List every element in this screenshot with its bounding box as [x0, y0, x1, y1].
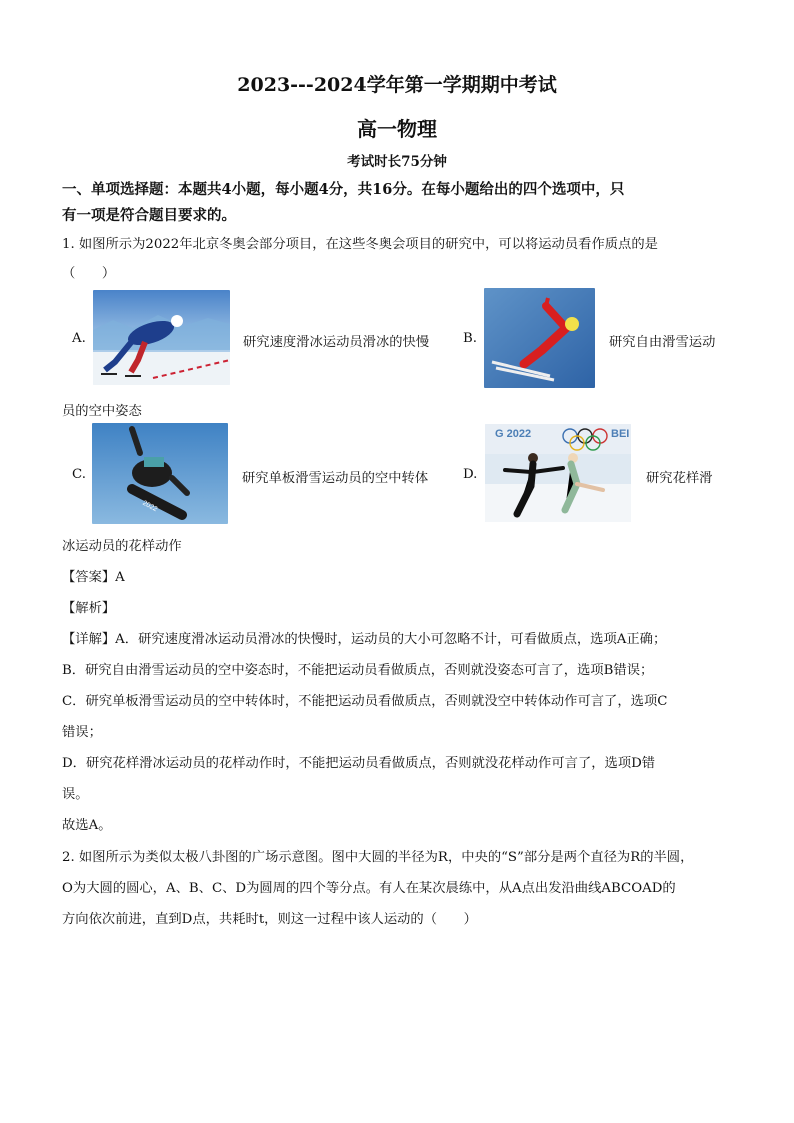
skating-banner-text: G 2022 — [495, 428, 532, 440]
q1-stem-line1: 1. 如图所示为2022年北京冬奥会部分项目，在这些冬奥会项目的研究中，可以将运动员看作质点的是 — [62, 237, 658, 252]
q1-detail-line: C．研究单板滑雪运动员的空中转体时，不能把运动员看做质点，否则就没空中转体动作可言了，选项C — [62, 694, 668, 709]
section-heading-line1: 一、单项选择题：本题共4小题，每小题4分，共16分。在每小题给出的四个选项中，只 — [62, 181, 625, 198]
exam-title: 2023---2024学年第一学期期中考试 — [237, 74, 557, 96]
snowboard-photo — [92, 423, 228, 524]
q1-detail-line: D．研究花样滑冰运动员的花样动作时，不能把运动员看做质点，否则就没花样动作可言了，选项D错 — [62, 756, 656, 771]
figure-skating-photo — [485, 424, 631, 522]
exam-duration: 考试时长75分钟 — [347, 154, 447, 170]
option-c-text: 研究单板滑雪运动员的空中转体 — [242, 471, 429, 486]
option-a-text: 研究速度滑冰运动员滑冰的快慢 — [243, 335, 430, 350]
option-d-text-cont: 冰运动员的花样动作 — [62, 539, 182, 554]
option-d-label: D. — [463, 467, 478, 482]
q1-analysis-label: 【解析】 — [62, 601, 116, 616]
option-a-label: A. — [72, 331, 86, 346]
snowboard-text: 2022 — [141, 499, 159, 514]
option-b-text-cont: 员的空中姿态 — [62, 404, 142, 419]
skating-right-text: BEI — [611, 428, 630, 440]
option-d-text: 研究花样滑 — [646, 471, 713, 486]
q2-stem-line3: 方向依次前进，直到D点，共耗时t，则这一过程中该人运动的（ ） — [62, 912, 477, 927]
freestyle-skiing-photo — [484, 288, 595, 388]
q2-stem-line2: O为大圆的圆心，A、B、C、D为圆周的四个等分点。有人在某次晨练中，从A点出发沿曲线ABCOAD的 — [62, 881, 676, 896]
subject-title: 高一物理 — [357, 117, 437, 141]
option-c-label: C. — [72, 467, 86, 482]
option-b-text: 研究自由滑雪运动 — [609, 335, 716, 350]
q1-detail-line: 故选A。 — [62, 818, 112, 833]
option-b-label: B. — [463, 331, 477, 346]
section-heading-line2: 有一项是符合题目要求的。 — [62, 207, 236, 224]
speed-skating-photo — [93, 290, 230, 385]
q1-detail-line: 【详解】A．研究速度滑冰运动员滑冰的快慢时，运动员的大小可忽略不计，可看做质点，选项A正确； — [62, 632, 667, 647]
q1-detail-line: 错误； — [62, 725, 102, 740]
q1-stem-line2: （ ） — [62, 266, 116, 281]
q1-answer: 【答案】A — [62, 570, 125, 585]
q2-stem-line1: 2. 如图所示为类似太极八卦图的广场示意图。图中大圆的半径为R，中央的“S”部分是两个直径为R的半圆， — [62, 850, 694, 865]
q1-detail-line: 误。 — [62, 787, 89, 802]
q1-detail-line: B．研究自由滑雪运动员的空中姿态时，不能把运动员看做质点，否则就没姿态可言了，选项B错误； — [62, 663, 654, 678]
